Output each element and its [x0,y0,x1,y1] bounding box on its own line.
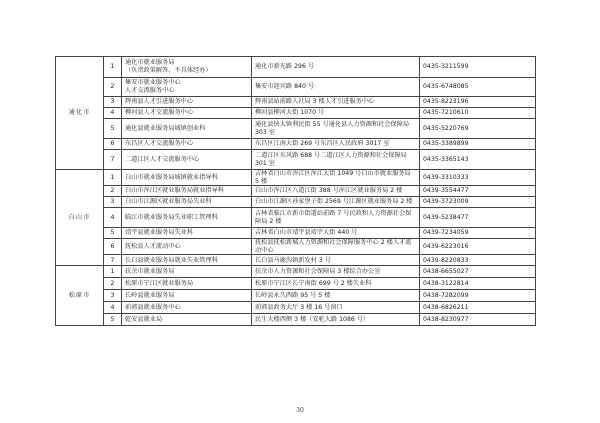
table-row [56,290,536,302]
agency-phone: 0435-8223196 [420,97,536,108]
agency-address: 集安市迎宾路 840 号 [252,78,420,97]
table-row [56,278,536,290]
agency-name: 扶余市就业服务局 [122,266,252,278]
agency-address: 通化县快大镇利民街 55 号通化县人力资源和社会保障局 303 室 [252,119,420,139]
table-row [56,228,536,239]
table-row [56,239,536,255]
agency-address: 通化市新光路 296 号 [252,57,420,78]
agency-address: 吉林省白山市浑江区浑江大街 1049 号白山市就业服务局 5 楼 [252,170,420,186]
agency-address: 白山市江源区孙家堡子街 2569 号江源区就业服务局 2 楼 [252,197,420,208]
agency-name: 柳河县人才交流服务中心 [122,108,252,119]
agency-name: 前郭县就业服务中心 [122,302,252,314]
agency-address: 长岭县永久西路 95 号 5 楼 [252,290,420,302]
agency-address: 扶余市人力资源和社会保障局 3 楼综合办公室 [252,266,420,278]
agency-phone: 0435-6748085 [420,78,536,97]
table-row [56,150,536,170]
agency-address: 长白县马鹿沟镇新发村 3 号 [252,255,420,266]
directory-table-body [56,57,536,326]
row-number: 6 [104,139,122,150]
agency-phone: 0438-6826211 [420,302,536,314]
agency-name: 长白县就业服务局就业失业管理科 [122,255,252,266]
agency-phone: 0439-3310333 [420,170,536,186]
city-cell: 白山市 [56,170,104,266]
agency-name: 通化市就业服务局 （负责政策解答，不具体经办） [122,57,252,78]
agency-address: 民生大楼西侧 3 楼（安驼大路 1086 号） [252,314,420,326]
row-number: 7 [104,150,122,170]
agency-address: 柳河县柳河大街 1070 号 [252,108,420,119]
agency-address: 松原市宁江区长宁南街 699 号 2 楼失业科 [252,278,420,290]
row-number: 1 [104,266,122,278]
agency-address: 吉林省白山市靖宇县靖宇大街 440 号 [252,228,420,239]
row-number: 4 [104,208,122,228]
agency-phone: 0439-7234059 [420,228,536,239]
table-row [56,139,536,150]
city-cell: 松原市 [56,266,104,326]
agency-phone: 0438-6655027 [420,266,536,278]
table-row [56,302,536,314]
row-number: 1 [104,170,122,186]
agency-name: 东昌区人才交流服务中心 [122,139,252,150]
agency-name: 白山市江源区就业服务局失业科 [122,197,252,208]
agency-name: 白山市就业服务局城镇就业指导科 [122,170,252,186]
agency-phone: 0435-3211599 [420,57,536,78]
agency-name: 抚松县人才流动中心 [122,239,252,255]
agency-address: 吉林省临江市新市街道站前路 7 号民政和人力资源社会保障局 2 楼 [252,208,420,228]
row-number: 2 [104,278,122,290]
table-row [56,57,536,78]
agency-phone: 0435-5220769 [420,119,536,139]
agency-phone: 0435-7210610 [420,108,536,119]
row-number: 5 [104,314,122,326]
table-row [56,314,536,326]
row-number: 4 [104,302,122,314]
agency-phone: 0435-3389899 [420,139,536,150]
row-number: 3 [104,97,122,108]
agency-phone: 0435-3365143 [420,150,536,170]
agency-phone: 0438-8230977 [420,314,536,326]
agency-name: 松原市宁江区就业服务局 [122,278,252,290]
agency-name: 二道江区人才交流服务中心 [122,150,252,170]
row-number: 3 [104,197,122,208]
agency-phone: 0439-3723009 [420,197,536,208]
agency-address: 二道江区东风路 688 号二道江区人力资源和社会保障局 301 室 [252,150,420,170]
agency-name: 白山市浑江区就业服务局就业指导科 [122,186,252,197]
page-number: 30 [296,407,304,414]
agency-name: 靖宇县就业服务局失业科 [122,228,252,239]
agency-phone: 0438-7282099 [420,290,536,302]
agency-phone: 0438-3122814 [420,278,536,290]
agency-name: 集安市就业服务中心 人才交流服务中心 [122,78,252,97]
row-number: 2 [104,186,122,197]
table-row [56,186,536,197]
row-number: 2 [104,78,122,97]
agency-phone: 0439-6223016 [420,239,536,255]
agency-address: 前郭县政务大厅 3 楼 16 号窗口 [252,302,420,314]
table-row [56,255,536,266]
agency-phone: 0439-3554477 [420,186,536,197]
agency-address: 东昌区江南大街 269 号东昌区人民政府 3017 室 [252,139,420,150]
agency-name: 辉南县人才引进服务中心 [122,97,252,108]
table-row [56,170,536,186]
city-cell: 通化市 [56,57,104,170]
agency-name: 乾安县就业局 [122,314,252,326]
table-row [56,266,536,278]
table-row [56,208,536,228]
table-row [56,97,536,108]
directory-table [55,56,536,326]
agency-phone: 0439-8220833 [420,255,536,266]
table-row [56,119,536,139]
table-row [56,108,536,119]
agency-address: 辉南县站前路人社局 3 楼人才引进服务中心 [252,97,420,108]
agency-name: 通化县就业服务局城镇创业科 [122,119,252,139]
row-number: 1 [104,57,122,78]
table-row [56,78,536,97]
row-number: 3 [104,290,122,302]
row-number: 5 [104,119,122,139]
row-number: 5 [104,228,122,239]
row-number: 6 [104,239,122,255]
agency-name: 临江市就业服务局失业职工管理科 [122,208,252,228]
agency-address: 白山市浑江区八道江街 388 号浑江区就业服务局 2 楼 [252,186,420,197]
agency-phone: 0439-5238477 [420,208,536,228]
agency-name: 长岭县就业服务局 [122,290,252,302]
row-number: 4 [104,108,122,119]
agency-address: 抚松县抚松新城人力资源和社会保障服务中心 2 楼人才流动中心 [252,239,420,255]
table-row [56,197,536,208]
row-number: 7 [104,255,122,266]
